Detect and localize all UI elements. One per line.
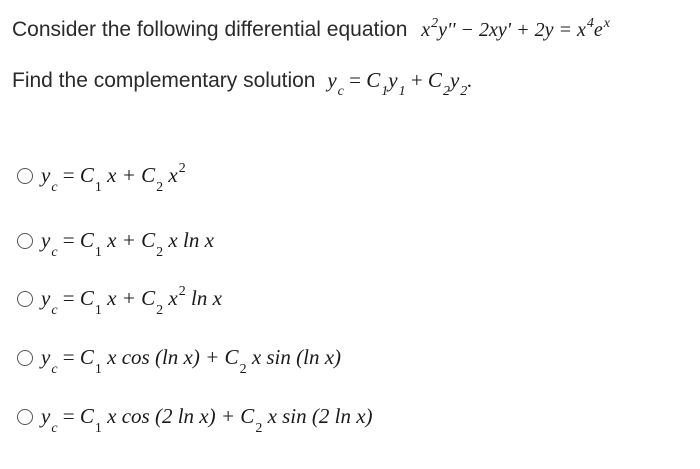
solution-form: $y_c = C_1y_1 + C_2y_2$. bbox=[327, 68, 473, 99]
radio-button[interactable] bbox=[17, 409, 33, 425]
option-4-text: $y_c = C_1$ x cos (ln $x) + C_2$ x sin (ln x) bbox=[41, 345, 342, 377]
question-prompt: Consider the following differential equation bbox=[12, 18, 408, 41]
option-2-text: $y_c = C_1$ $x + C_2$ x ln x bbox=[41, 228, 214, 260]
option-4[interactable] bbox=[17, 345, 342, 377]
radio-button[interactable] bbox=[17, 350, 33, 366]
radio-button[interactable] bbox=[17, 291, 33, 307]
instruction-line bbox=[12, 68, 473, 99]
option-5-text: $y_c = C_1$ x cos (2 $\ln x) + C_2$ x sin (2 ln x) bbox=[41, 404, 373, 436]
option-5[interactable] bbox=[17, 404, 374, 436]
option-3[interactable] bbox=[17, 284, 222, 318]
instruction-text: Find the complementary solution bbox=[12, 69, 316, 92]
radio-button[interactable] bbox=[17, 233, 33, 249]
radio-button[interactable] bbox=[17, 168, 33, 184]
option-1-text: $y_c = C_1$ $x + C_2$ $x^2$ bbox=[41, 161, 186, 195]
question-line bbox=[12, 18, 610, 42]
differential-equation: $x^2y'' - 2xy' + 2y = x^4e^x$ bbox=[421, 16, 610, 41]
option-3-text: $y_c = C_1$ $x + C_2$ $x^2$ ln x bbox=[41, 284, 222, 318]
option-1[interactable] bbox=[17, 161, 186, 195]
option-2[interactable] bbox=[17, 228, 215, 260]
